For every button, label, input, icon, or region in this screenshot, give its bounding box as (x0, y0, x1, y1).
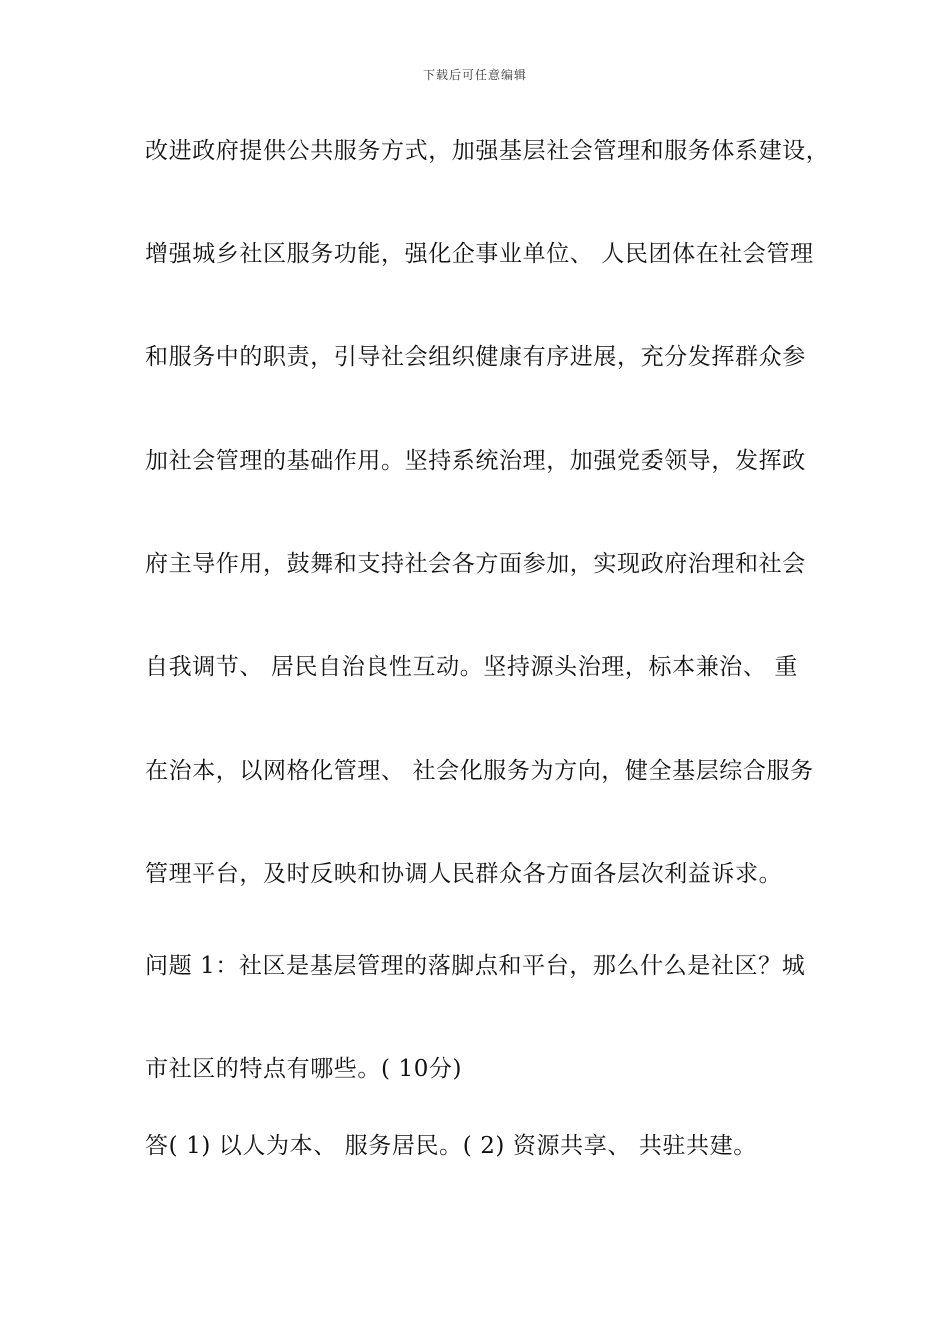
question-line-2: 市社区的特点有哪些。( 10分) (145, 1056, 463, 1082)
page-header: 下载后可任意编辑 (422, 68, 527, 82)
body-line-3: 和服务中的职责，引导社会组织健康有序进展，充分发挥群众参 (145, 344, 806, 370)
body-line-2: 增强城乡社区服务功能，强化企事业单位、 人民团体在社会管理 (145, 241, 814, 267)
answer-line: 答( 1) 以人为本、 服务居民。( 2) 资源共享、 共驻共建。 (145, 1133, 757, 1159)
body-line-4: 加社会管理的基础作用。坚持系统治理，加强党委领导，发挥政 (145, 448, 806, 474)
body-line-6: 自我调节、 居民自治良性互动。坚持源头治理，标本兼治、 重 (145, 654, 799, 680)
body-line-1: 改进政府提供公共服务方式，加强基层社会管理和服务体系建设， (145, 138, 830, 164)
body-line-7: 在治本，以网格化管理、 社会化服务为方向，健全基层综合服务 (145, 758, 814, 784)
body-line-5: 府主导作用，鼓舞和支持社会各方面参加，实现政府治理和社会 (145, 551, 806, 577)
question-line-1: 问题 1：社区是基层管理的落脚点和平台，那么什么是社区？城 (145, 953, 806, 979)
body-line-8: 管理平台，及时反映和协调人民群众各方面各层次利益诉求。 (145, 861, 783, 887)
